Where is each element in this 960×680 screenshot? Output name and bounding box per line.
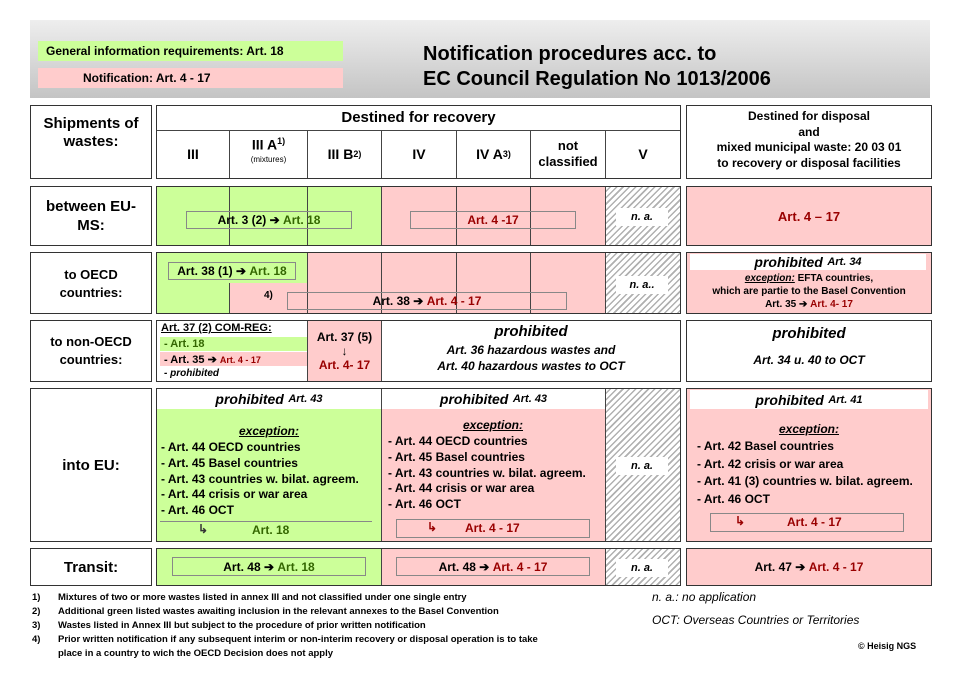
list-item: - Art. 44 crisis or war area [388, 481, 535, 496]
row-transit-g-art: Art. 48 [223, 559, 261, 574]
arrow-icon: ➔ [235, 264, 247, 278]
row-oecd-dis-art: Art. 34 [827, 256, 862, 268]
row-transit-g-target: Art. 18 [277, 559, 315, 574]
col-iva-label: IV A [476, 146, 503, 162]
header-shipments: Shipments of wastes: [43, 115, 139, 150]
footnote-text: Wastes listed in Annex III but subject to the procedure of prior written notification [58, 620, 426, 631]
col-v: V [638, 146, 648, 162]
footnote-number: 2) [32, 606, 41, 617]
col-iiib [308, 131, 381, 177]
row-transit-dis-text [687, 549, 931, 585]
row-intoeu-g-list [161, 440, 359, 519]
arrow-icon: ➔ [413, 294, 424, 308]
row-eu-green-box [186, 211, 352, 229]
list-item: - Art. 42 crisis or war area [697, 456, 844, 471]
row-intoeu-p-arrow-box [396, 519, 590, 538]
header-disposal-and: and [798, 124, 820, 139]
list-item: - Art. 44 crisis or war area [161, 487, 308, 502]
note-na: n. a.: no application [652, 590, 757, 604]
row-transit-label: Transit: [63, 558, 119, 576]
col-iiib-label: III B [327, 146, 354, 162]
list-item: - Art. 44 OECD countries [388, 434, 528, 448]
header-disposal-line1: Destined for disposal [747, 109, 871, 123]
row-oecd-dis-art35: Art. 35 [765, 299, 797, 310]
footnote-number [32, 647, 58, 661]
title-line1: Notification procedures acc. to [423, 43, 717, 65]
list-item: - Art. 42 Basel countries [697, 439, 834, 453]
row-eu-na: n. a. [616, 208, 668, 226]
footnote-number: 4) [32, 634, 41, 645]
row-nonoecd-prohib: - prohibited [164, 368, 219, 379]
row-intoeu-d-exception: exception: [778, 422, 839, 436]
row-intoeu-g-prohibited: prohibited [215, 391, 284, 407]
legend-notification: Notification: Art. 4 - 17 [38, 68, 343, 88]
footnote-number: 1) [32, 592, 41, 603]
col-iiia-sub: (mixtures) [250, 154, 287, 164]
legend-general: General information requirements: Art. 18 [38, 41, 343, 61]
row-nonoecd-art375-block [308, 330, 381, 372]
arrow-icon: ➔ [207, 354, 217, 366]
row-nonoecd-art35: - Art. 35 [164, 354, 205, 366]
row-intoeu-p-exception: exception: [462, 418, 523, 432]
row-intoeu-g-arrow-box [160, 521, 372, 539]
col-divider [605, 549, 606, 585]
footnote-text: Prior written notification if any subsequent interim or non-interim recovery or disposal operation is to take [58, 634, 538, 645]
row-nonoecd-art375-target: Art. 4- 17 [318, 358, 371, 372]
footnote [32, 633, 632, 647]
row-intoeu-d-head [690, 390, 928, 409]
row-nonoecd-art35-target: Art. 4 - 17 [219, 355, 261, 365]
row-oecd-dis-head [690, 254, 926, 270]
row-intoeu-p-target: Art. 4 - 17 [465, 521, 520, 535]
row-oecd-dis-exc-text2: which are partie to the Basel Convention [712, 286, 906, 297]
footnote [32, 591, 632, 605]
row-oecd-green-target: Art. 18 [249, 264, 287, 278]
row-intoeu-d-list [697, 438, 913, 508]
row-eu-disposal-text: Art. 4 – 17 [777, 208, 841, 224]
row-eu-label: between EU-MS: [45, 198, 136, 234]
arrow-icon: ➔ [263, 559, 275, 574]
row-nonoecd-art37: Art. 37 (2) COM-REG: [161, 322, 272, 334]
row-transit-d-target: Art. 4 - 17 [808, 560, 864, 574]
row-intoeu-g-art: Art. 43 [288, 393, 323, 405]
col-divider [605, 389, 606, 541]
col-not-classified: not classified [538, 138, 598, 169]
row-nonoecd-art18: - Art. 18 [164, 338, 205, 350]
row-oecd-green-box [168, 262, 296, 280]
row-intoeu-g-target: Art. 18 [252, 523, 290, 537]
row-oecd-green-area2 [157, 283, 229, 313]
row-transit-d-art: Art. 47 [754, 560, 792, 574]
col-iiia-label: III A [251, 136, 278, 153]
row-eu-pink-box: Art. 4 -17 [410, 211, 576, 229]
row-nonoecd-label: to non-OECD countries: [50, 334, 132, 367]
row-oecd-dis-target: Art. 4- 17 [810, 299, 853, 310]
row-eu-green-target: Art. 18 [283, 213, 321, 227]
row-oecd-dis-body [688, 272, 930, 311]
list-item: - Art. 45 Basel countries [388, 449, 525, 464]
row-intoeu-p-head [382, 389, 605, 409]
header-recovery: Destined for recovery [341, 108, 496, 126]
title-line2: EC Council Regulation No 1013/2006 [423, 68, 771, 90]
row-intoeu-d-arrow-box [710, 513, 904, 532]
row-intoeu-g-exception: exception: [238, 424, 299, 438]
copyright: © Heisig NGS [858, 641, 917, 651]
footnote [32, 647, 632, 661]
col-iiib-sup: 2) [353, 149, 362, 159]
footnotes [32, 591, 632, 661]
row-oecd-note: 4) [264, 290, 273, 301]
row-nonoecd-prohibited: prohibited [494, 323, 568, 340]
row-intoeu-g-head [157, 389, 381, 409]
arrow-down-icon: ↓ [341, 344, 348, 358]
footnote-text: Mixtures of two or more wastes listed in annex III and not classified under one single entry [58, 592, 467, 603]
page-title [423, 42, 843, 92]
row-nonoecd-art40: Art. 40 hazardous wastes to OCT [437, 359, 625, 373]
row-intoeu-p-prohibited: prohibited [439, 391, 509, 407]
footnote-text: Additional green listed wastes awaiting inclusion in the relevant annexes to the Basel Convention [58, 606, 499, 617]
arrow-icon: ➔ [479, 559, 490, 574]
list-item: - Art. 46 OCT [697, 491, 770, 506]
col-divider [605, 187, 606, 245]
return-arrow-icon: ↳ [198, 522, 209, 536]
row-transit-p-art: Art. 48 [438, 559, 476, 574]
row-intoeu-p-art: Art. 43 [512, 393, 548, 405]
row-nonoecd-dis-prohibited: prohibited [772, 325, 846, 342]
list-item: - Art. 45 Basel countries [161, 455, 298, 470]
row-nonoecd-dis-block [688, 324, 930, 368]
return-arrow-icon: ↳ [427, 520, 438, 534]
list-item: - Art. 41 (3) countries w. bilat. agreem. [697, 474, 913, 488]
arrow-icon: ➔ [798, 299, 808, 310]
list-item: - Art. 43 countries w. bilat. agreem. [161, 471, 359, 486]
row-oecd-dis-line3 [688, 298, 930, 311]
arrow-icon: ➔ [795, 560, 806, 574]
col-divider [381, 549, 382, 585]
footnote-number: 3) [32, 620, 41, 631]
row-transit-p-target: Art. 4 - 17 [492, 559, 548, 574]
note-oct: OCT: Overseas Countries or Territories [652, 613, 860, 627]
row-oecd-pink-box [287, 292, 567, 310]
col-divider [381, 389, 382, 541]
row-intoeu-p-list [388, 434, 586, 513]
row-intoeu-d-prohibited: prohibited [755, 391, 824, 408]
col-iva-sup: 3) [502, 149, 511, 159]
row-nonoecd-art375: Art. 37 (5) [316, 330, 373, 344]
row-transit-pink-box [396, 557, 590, 576]
row-oecd-dis-prohibited: prohibited [754, 254, 823, 270]
row-intoeu-d-target: Art. 4 - 17 [787, 515, 842, 529]
row-oecd-pink-art: Art. 38 [372, 294, 410, 308]
list-item: - Art. 46 OCT [161, 503, 234, 518]
footnote-text: place in a country to wich the OECD Decision does not apply [58, 648, 334, 659]
col-iiia [230, 136, 307, 164]
row-nonoecd-prohibited-block [382, 322, 680, 374]
row-oecd-dis-exception: exception: [744, 273, 795, 284]
arrow-icon: ➔ [269, 213, 280, 227]
col-iii: III [187, 146, 199, 162]
col-iv: IV [412, 146, 426, 162]
row-transit-green-box [172, 557, 366, 576]
row-oecd-pink-target: Art. 4 - 17 [426, 294, 482, 308]
col-iva [457, 131, 530, 177]
col-divider [229, 283, 230, 313]
header-disposal-line2: mixed municipal waste: 20 03 01 [716, 140, 902, 154]
row-intoeu-na: n. a. [616, 457, 668, 475]
row-intoeu-d-art: Art. 41 [828, 393, 863, 406]
footnote [32, 619, 632, 633]
header-disposal-line3: to recovery or disposal facilities [717, 155, 901, 170]
row-transit-na: n. a. [616, 559, 668, 577]
list-item: - Art. 46 OCT [388, 497, 461, 512]
row-nonoecd-art35-line [164, 353, 261, 366]
footnote [32, 605, 632, 619]
col-divider [605, 253, 606, 313]
header-disposal [688, 109, 930, 171]
row-nonoecd-dis-art: Art. 34 u. 40 to OCT [753, 353, 865, 367]
row-oecd-dis-line1 [688, 272, 930, 285]
row-oecd-dis-exc-text: EFTA countries, [797, 273, 874, 284]
col-divider [381, 187, 382, 245]
return-arrow-icon: ↳ [735, 514, 746, 528]
list-item: - Art. 44 OECD countries [161, 440, 301, 454]
row-oecd-green-art: Art. 38 (1) [177, 264, 233, 278]
row-oecd-na: n. a.. [616, 276, 668, 294]
row-intoeu-label: into EU: [62, 456, 120, 474]
list-item: - Art. 43 countries w. bilat. agreem. [388, 465, 586, 480]
row-eu-green-art: Art. 3 (2) [217, 213, 267, 227]
row-oecd-label: to OECD countries: [59, 267, 123, 300]
row-nonoecd-art36: Art. 36 hazardous wastes and [446, 343, 616, 357]
col-iiia-sup: 1) [277, 136, 286, 146]
